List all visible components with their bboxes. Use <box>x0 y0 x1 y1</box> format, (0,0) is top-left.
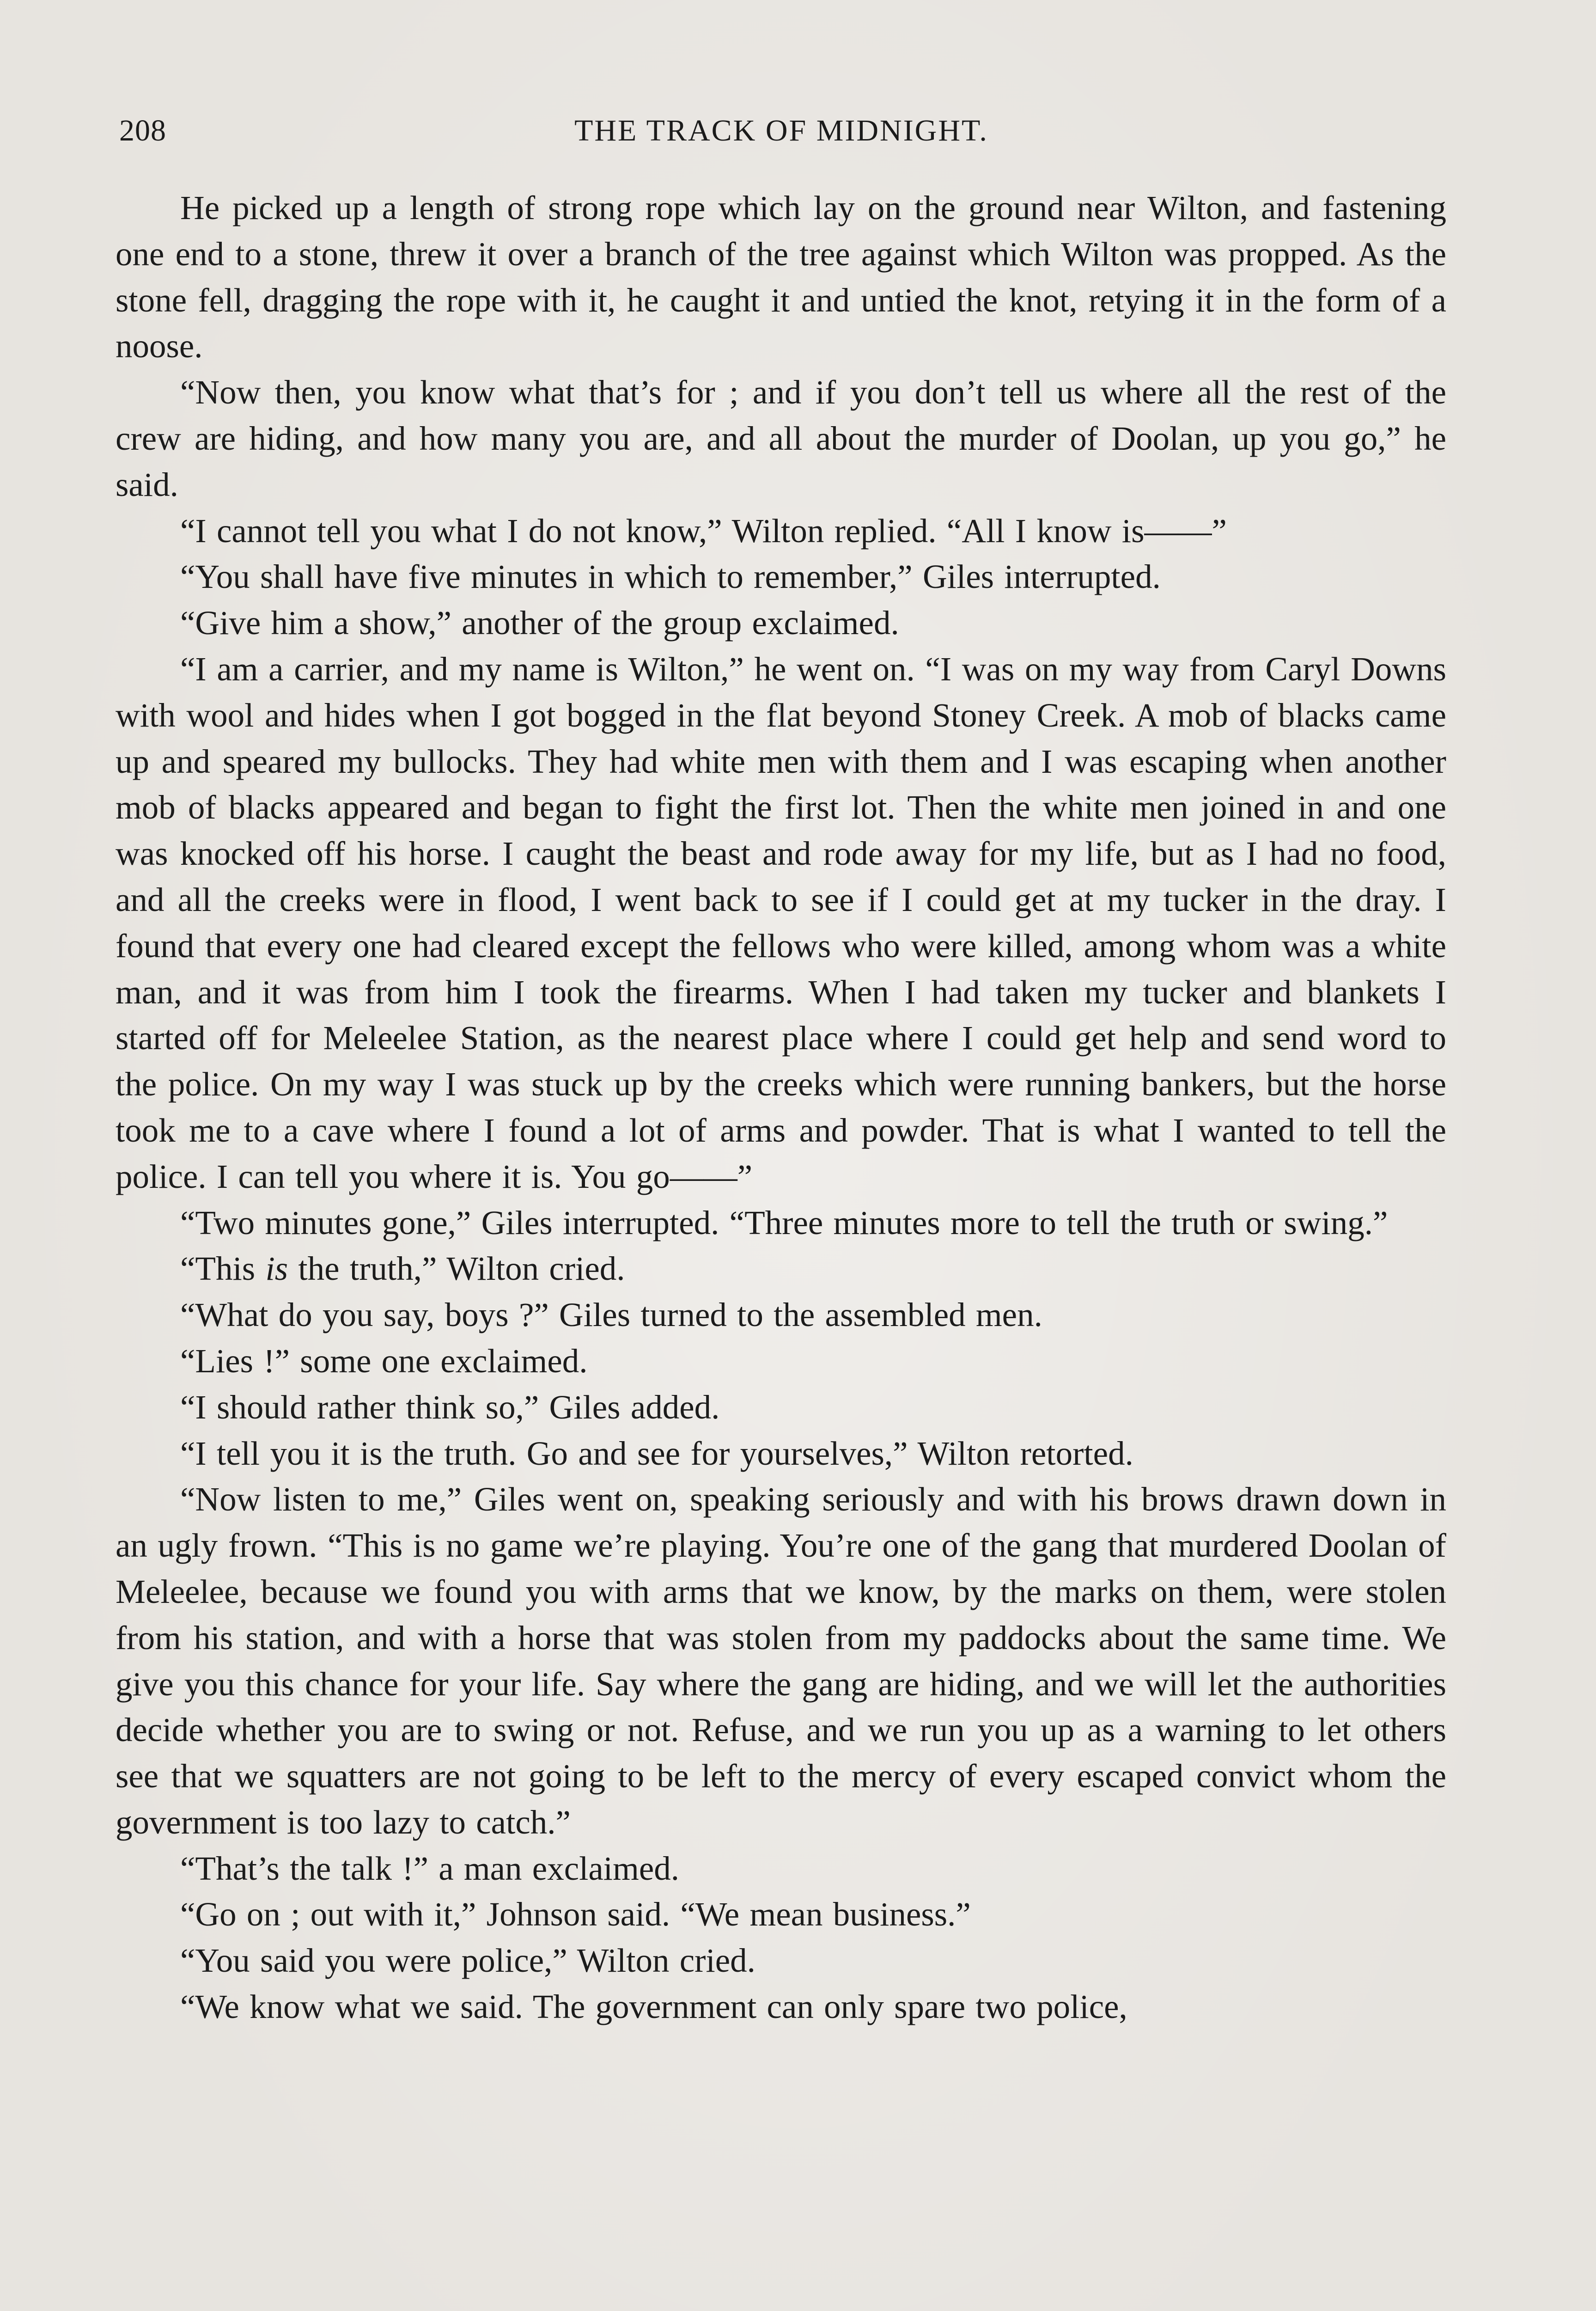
paragraph: “You shall have five minutes in which to remember,” Giles interrupted. <box>180 558 1161 596</box>
running-head: THE TRACK OF MIDNIGHT. <box>574 114 988 147</box>
page-number: 208 <box>119 114 166 147</box>
paragraph: “That’s the talk !” a man exclaimed. <box>180 1849 680 1887</box>
paragraph: He picked up a length of strong rope which lay on the ground near Wilton, and fastening one end to a stone, threw it over a branch of the tree against which Wilton was propped. As the stone fell, dragging the rope with it, he caught it and untied the knot, retying it in the form of a noose. <box>116 189 1446 365</box>
emphasis: is <box>265 1250 288 1288</box>
page-header <box>119 113 1444 155</box>
paragraph: “Two minutes gone,” Giles interrupted. “Three minutes more to tell the truth or swing.” <box>180 1204 1388 1241</box>
paragraph: “Lies !” some one exclaimed. <box>180 1342 588 1380</box>
paragraph: “I cannot tell you what I do not know,” Wilton replied. “All I know is——” <box>180 512 1227 550</box>
paragraph: “Now listen to me,” Giles went on, speaking seriously and with his brows drawn down in an ugly frown. “This is no game we’re playing. You’re one of the gang that murdered Doolan of Meleelee, because we found you with arms that we know, by the marks on them, were stolen from his station, and with a horse that was stolen from my paddocks about the same time. We give you this chance for your life. Say where the gang are hiding, and we will let the authorities decide whether you are to swing or not. Refuse, and we run you up as a warning to let others see that we squatters are not going to be left to the mercy of every escaped convict whom the government is too lazy to catch.” <box>116 1480 1446 1841</box>
paragraph-text-after: the truth,” Wilton cried. <box>288 1250 625 1288</box>
paragraph-text-before: “This <box>180 1250 266 1288</box>
paragraph: “I should rather think so,” Giles added. <box>180 1388 720 1426</box>
paragraph: “You said you were police,” Wilton cried. <box>180 1942 755 1980</box>
paragraph: “I tell you it is the truth. Go and see for yourselves,” Wilton retorted. <box>180 1434 1133 1472</box>
paragraph <box>116 1246 1446 1292</box>
body-text <box>116 185 1446 2030</box>
paragraph: “We know what we said. The government can only spare two police, <box>180 1988 1127 2026</box>
paragraph: “What do you say, boys ?” Giles turned to the assembled men. <box>180 1296 1042 1334</box>
paragraph: “I am a carrier, and my name is Wilton,” he went on. “I was on my way from Caryl Downs with wool and hides when I got bogged in the flat beyond Stoney Creek. A mob of blacks came up and speared my bullocks. They had white men with them and I was escaping when another mob of blacks appeared and began to fight the first lot. Then the white men joined in and one was knocked off his horse. I caught the beast and rode away for my life, but as I had no food, and all the creeks were in flood, I went back to see if I could get at my tucker in the dray. I found that every one had cleared except the fellows who were killed, among whom was a white man, and it was from him I took the firearms. When I had taken my tucker and blankets I started off for Meleelee Station, as the nearest place where I could get help and send word to the police. On my way I was stuck up by the creeks which were running bankers, but the horse took me to a cave where I found a lot of arms and powder. That is what I wanted to tell the police. I can tell you where it is. You go——” <box>116 650 1446 1195</box>
paragraph: “Now then, you know what that’s for ; and if you don’t tell us where all the rest of the crew are hiding, and how many you are, and all about the murder of Doolan, up you go,” he said. <box>116 373 1446 503</box>
paragraph: “Go on ; out with it,” Johnson said. “We mean business.” <box>180 1895 971 1933</box>
paragraph: “Give him a show,” another of the group exclaimed. <box>180 604 899 642</box>
